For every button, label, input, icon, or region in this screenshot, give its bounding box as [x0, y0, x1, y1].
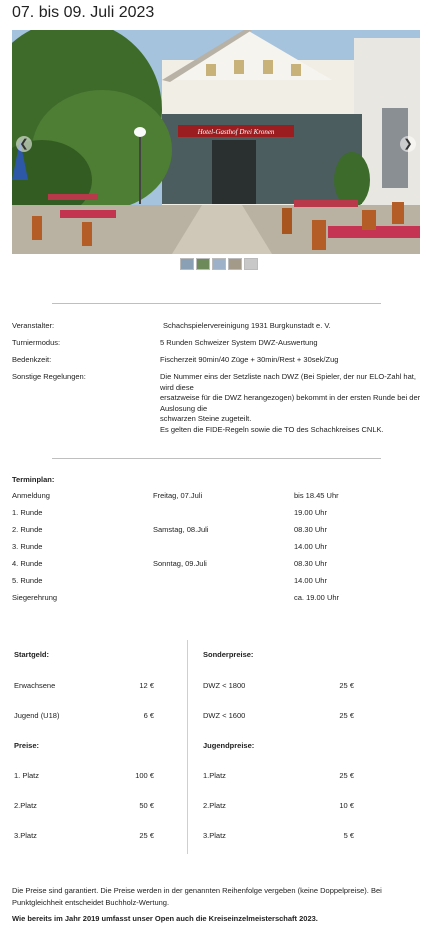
youth-prize-label: 3.Platz — [203, 831, 226, 840]
special-prize-label: DWZ < 1600 — [203, 711, 246, 720]
detail-label: Bedenkzeit: — [12, 355, 52, 364]
sonderpreise-heading: Sonderpreise: — [203, 650, 254, 659]
schedule-name: Anmeldung — [12, 491, 50, 500]
column-divider — [187, 640, 188, 854]
divider — [52, 458, 381, 459]
gallery-thumbnails — [180, 258, 258, 270]
prize-label: 2.Platz — [14, 801, 37, 810]
fee-label: Erwachsene — [14, 681, 56, 690]
divider — [52, 303, 381, 304]
youth-prize-label: 2.Platz — [203, 801, 226, 810]
schedule-time: 19.00 Uhr — [294, 508, 327, 517]
schedule-time: 14.00 Uhr — [294, 542, 327, 551]
detail-label: Sonstige Regelungen: — [12, 372, 86, 381]
special-prize-amount: 25 € — [339, 711, 354, 720]
youth-prize-amount: 10 € — [339, 801, 354, 810]
schedule-name: Siegerehrung — [12, 593, 58, 602]
thumbnail[interactable] — [180, 258, 194, 270]
schedule-time: 08.30 Uhr — [294, 525, 327, 534]
hotel-sign: Hotel-Gasthof Drei Kronen — [197, 128, 275, 136]
hotel-illustration — [12, 30, 420, 254]
fee-amount: 12 € — [139, 681, 154, 690]
detail-value: Fischerzeit 90min/40 Züge + 30min/Rest + 30sek/Zug — [160, 355, 339, 364]
detail-label: Turniermodus: — [12, 338, 61, 347]
schedule-name: 2. Runde — [12, 525, 43, 534]
prize-amount: 50 € — [139, 801, 154, 810]
hero-photo — [12, 30, 420, 254]
fee-label: Jugend (U18) — [14, 711, 60, 720]
thumbnail[interactable] — [228, 258, 242, 270]
prize-label: 3.Platz — [14, 831, 37, 840]
schedule-day: Sonntag, 09.Juli — [153, 559, 207, 568]
page-title: 07. bis 09. Juli 2023 — [12, 4, 155, 21]
footer-note: Punktgleichheit entscheidet Buchholz-Wertung. — [12, 898, 170, 907]
detail-label: Veranstalter: — [12, 321, 55, 330]
footer-highlight: Wie bereits im Jahr 2019 umfasst unser Open auch die Kreiseinzelmeisterschaft 2023. — [12, 914, 318, 923]
detail-value: Schachspielervereinigung 1931 Burgkunstadt e. V. — [163, 321, 331, 330]
schedule-name: 5. Runde — [12, 576, 43, 585]
schedule-name: 1. Runde — [12, 508, 43, 517]
prize-amount: 25 € — [139, 831, 154, 840]
youth-prize-amount: 5 € — [343, 831, 354, 840]
footer-note: Die Preise sind garantiert. Die Preise werden in der genannten Reihenfolge vergeben (keine Doppelpreise). Bei — [12, 886, 382, 895]
fee-amount: 6 € — [143, 711, 154, 720]
chevron-right-icon[interactable]: ❯ — [400, 136, 416, 152]
schedule-day: Freitag, 07.Juli — [153, 491, 203, 500]
schedule-time: 08.30 Uhr — [294, 559, 327, 568]
schedule-heading: Terminplan: — [12, 475, 55, 484]
schedule-name: 4. Runde — [12, 559, 43, 568]
preise-heading: Preise: — [14, 741, 40, 750]
prize-label: 1. Platz — [14, 771, 40, 780]
special-prize-label: DWZ < 1800 — [203, 681, 246, 690]
schedule-time: ca. 19.00 Uhr — [294, 593, 340, 602]
jugendpreise-heading: Jugendpreise: — [203, 741, 255, 750]
special-prize-amount: 25 € — [339, 681, 354, 690]
thumbnail[interactable] — [196, 258, 210, 270]
startgeld-heading: Startgeld: — [14, 650, 50, 659]
youth-prize-label: 1.Platz — [203, 771, 226, 780]
schedule-name: 3. Runde — [12, 542, 43, 551]
prize-amount: 100 € — [135, 771, 154, 780]
detail-value: 5 Runden Schweizer System DWZ-Auswertung — [160, 338, 318, 347]
youth-prize-amount: 25 € — [339, 771, 354, 780]
thumbnail[interactable] — [244, 258, 258, 270]
detail-value-multiline: Die Nummer eins der Setzliste nach DWZ (Bei Spieler, der nur ELO-Zahl hat, wird diese ersatzweise für die DWZ herangezogen) bekommt in der ersten Runde bei der Auslosung die schwarzen Steine zugeteilt. Es gelten die FIDE-Regeln sowie die TO des Schachkreises CNLK. — [160, 372, 421, 434]
schedule-time: bis 18.45 Uhr — [294, 491, 339, 500]
schedule-day: Samstag, 08.Juli — [153, 525, 209, 534]
schedule-time: 14.00 Uhr — [294, 576, 327, 585]
thumbnail[interactable] — [212, 258, 226, 270]
chevron-left-icon[interactable]: ❮ — [16, 136, 32, 152]
